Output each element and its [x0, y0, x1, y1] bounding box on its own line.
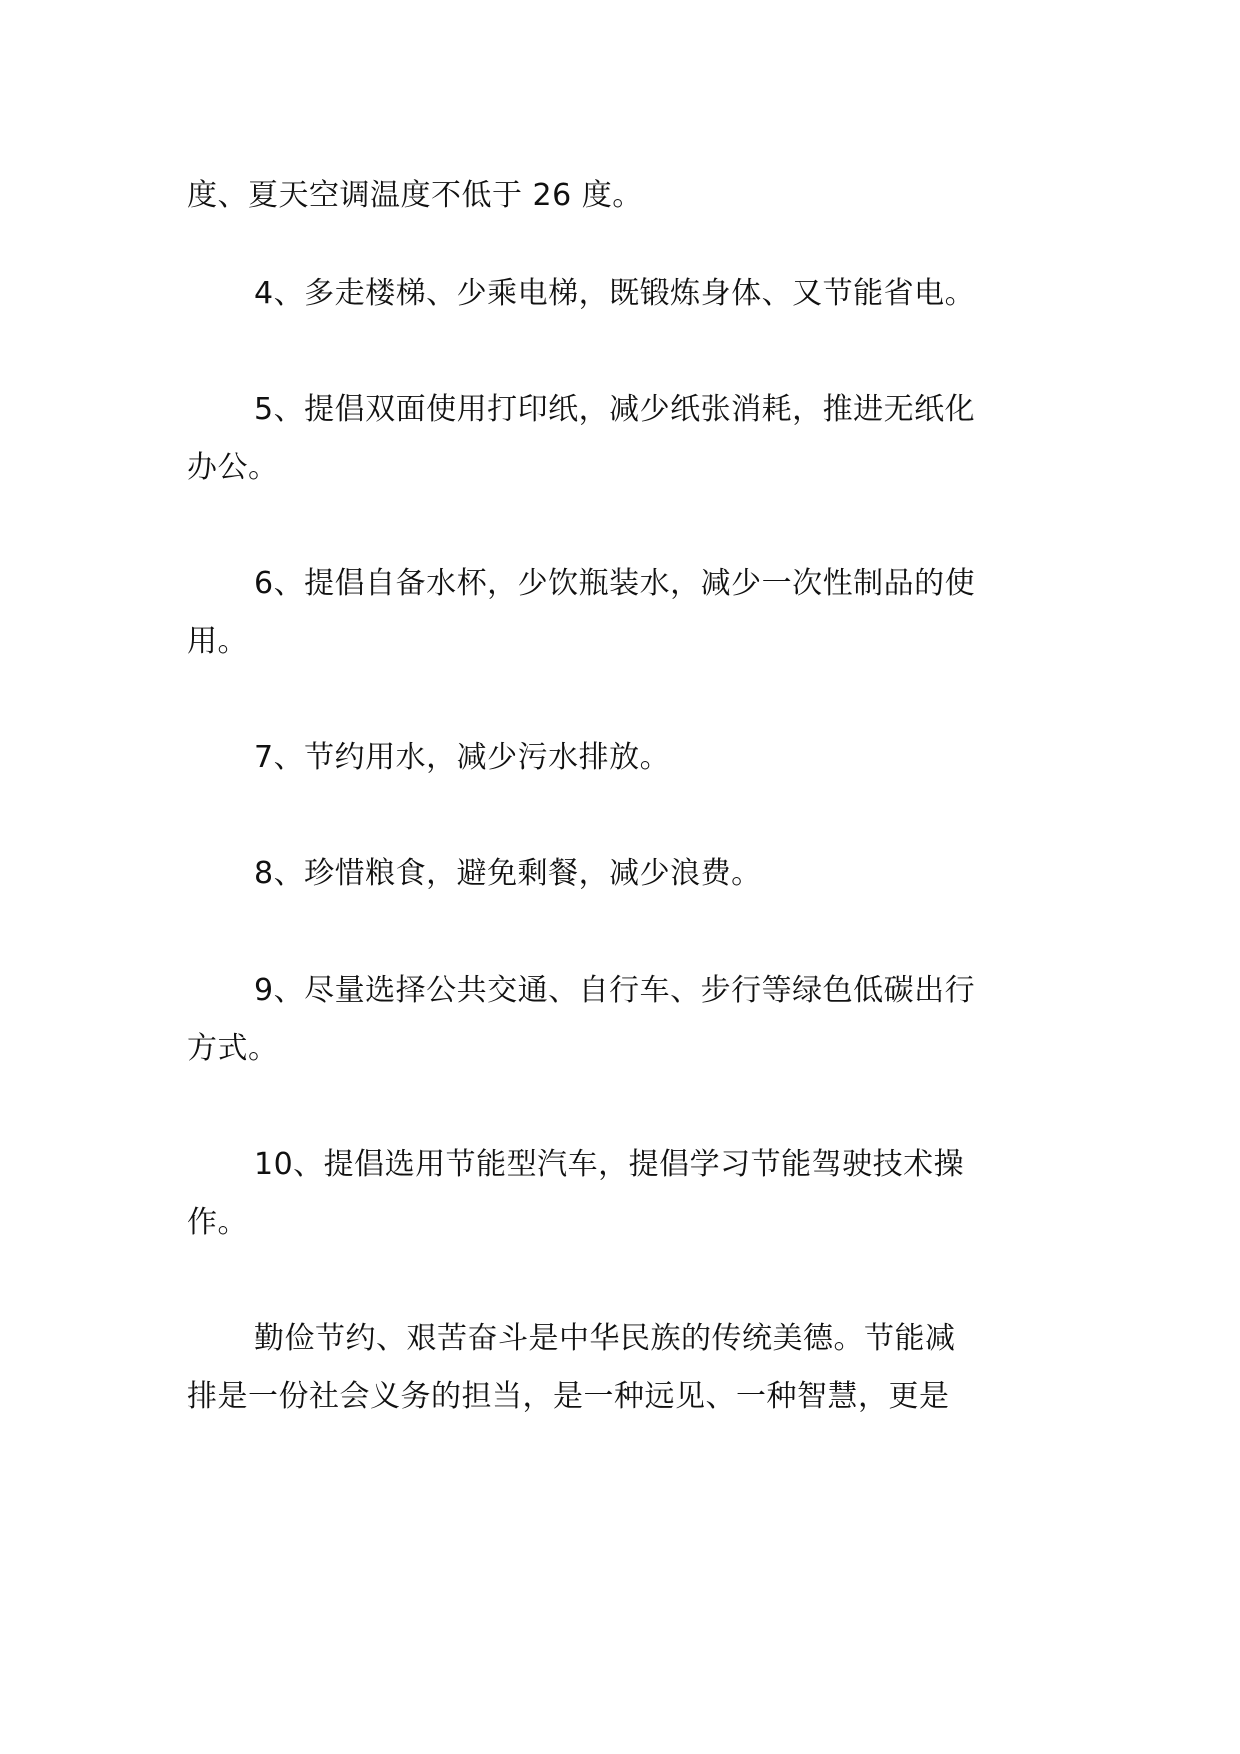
- list-item-9: 9、尽量选择公共交通、自行车、步行等绿色低碳出行: [254, 973, 976, 1008]
- list-item-7: 7、节约用水，减少污水排放。: [254, 740, 671, 775]
- list-item-5-continuation: 办公。: [187, 450, 279, 485]
- list-item-5: 5、提倡双面使用打印纸，减少纸张消耗，推进无纸化: [254, 392, 976, 427]
- list-item-4: 4、多走楼梯、少乘电梯，既锻炼身体、又节能省电。: [254, 276, 976, 311]
- list-item-10: 10、提倡选用节能型汽车，提倡学习节能驾驶技术操: [254, 1147, 965, 1182]
- list-item-8: 8、珍惜粮食，避免剩餐，减少浪费。: [254, 856, 762, 891]
- closing-paragraph-line-1: 勤俭节约、艰苦奋斗是中华民族的传统美德。节能减: [254, 1321, 956, 1356]
- list-item-10-continuation: 作。: [187, 1205, 248, 1240]
- list-item-6: 6、提倡自备水杯，少饮瓶装水，减少一次性制品的使: [254, 566, 976, 601]
- closing-paragraph-line-2: 排是一份社会义务的担当，是一种远见、一种智慧，更是: [187, 1379, 950, 1414]
- list-item-9-continuation: 方式。: [187, 1031, 279, 1066]
- list-item-6-continuation: 用。: [187, 624, 248, 659]
- paragraph-line: 度、夏天空调温度不低于 26 度。: [187, 178, 643, 213]
